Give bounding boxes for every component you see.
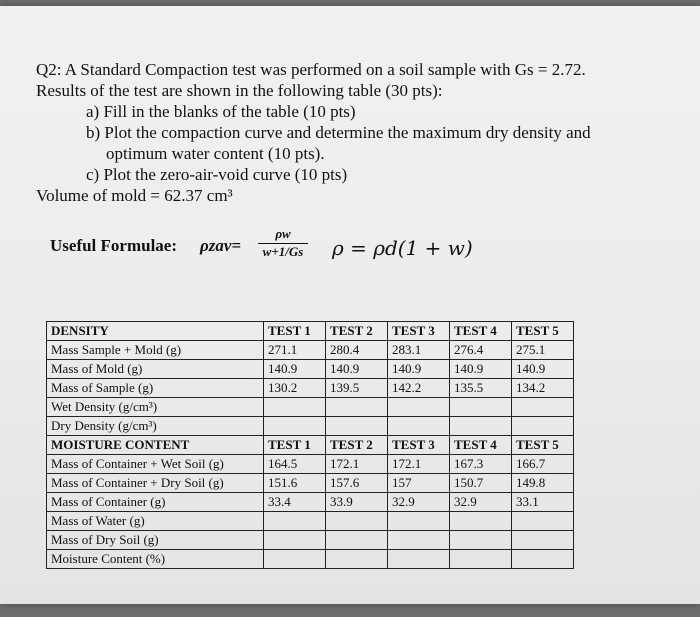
density-row bbox=[47, 379, 574, 398]
table-cell: 134.2 bbox=[512, 379, 574, 398]
table-cell: 157.6 bbox=[326, 474, 388, 493]
table-cell: 151.6 bbox=[264, 474, 326, 493]
row-label: Mass of Mold (g) bbox=[47, 360, 264, 379]
zav-formula-fraction bbox=[258, 226, 308, 260]
table-cell: 140.9 bbox=[512, 360, 574, 379]
row-label: Mass Sample + Mold (g) bbox=[47, 341, 264, 360]
zav-denominator: w+1/Gs bbox=[262, 244, 304, 259]
table-cell: TEST 5 bbox=[512, 322, 574, 341]
part-a: a) Fill in the blanks of the table (10 pts) bbox=[86, 102, 356, 121]
table-cell bbox=[450, 398, 512, 417]
density-formula: ρ = ρd(1 + w) bbox=[332, 236, 473, 260]
row-label: Mass of Sample (g) bbox=[47, 379, 264, 398]
table-cell bbox=[388, 398, 450, 417]
moisture-row bbox=[47, 493, 574, 512]
table-cell: 283.1 bbox=[388, 341, 450, 360]
row-label: Mass of Container + Wet Soil (g) bbox=[47, 455, 264, 474]
table-cell: 276.4 bbox=[450, 341, 512, 360]
table-cell: 140.9 bbox=[388, 360, 450, 379]
table-cell bbox=[388, 512, 450, 531]
part-c: c) Plot the zero-air-void curve (10 pts) bbox=[86, 165, 348, 184]
density-row bbox=[47, 417, 574, 436]
row-label: Mass of Container (g) bbox=[47, 493, 264, 512]
table-cell: 139.5 bbox=[326, 379, 388, 398]
row-label: Moisture Content (%) bbox=[47, 550, 264, 569]
mold-volume: Volume of mold = 62.37 cm³ bbox=[36, 186, 233, 205]
table-cell: 166.7 bbox=[512, 455, 574, 474]
table-cell bbox=[450, 531, 512, 550]
part-b-line-1: b) Plot the compaction curve and determine the maximum dry density and bbox=[86, 123, 591, 142]
table-cell: 149.8 bbox=[512, 474, 574, 493]
table-cell: TEST 4 bbox=[450, 322, 512, 341]
table-cell: 150.7 bbox=[450, 474, 512, 493]
moisture-row bbox=[47, 455, 574, 474]
row-label: Mass of Water (g) bbox=[47, 512, 264, 531]
question-text bbox=[36, 59, 676, 206]
table-cell bbox=[512, 417, 574, 436]
table-cell: 280.4 bbox=[326, 341, 388, 360]
table-cell: 33.4 bbox=[264, 493, 326, 512]
density-header-row bbox=[47, 322, 574, 341]
question-intro: Q2: A Standard Compaction test was performed on a soil sample with Gs = 2.72. bbox=[36, 60, 586, 79]
table-cell: 140.9 bbox=[264, 360, 326, 379]
table-cell bbox=[264, 417, 326, 436]
table-cell: 172.1 bbox=[326, 455, 388, 474]
row-label: MOISTURE CONTENT bbox=[47, 436, 264, 455]
table-cell bbox=[326, 417, 388, 436]
table-cell bbox=[512, 531, 574, 550]
table-cell: TEST 4 bbox=[450, 436, 512, 455]
table-cell: 33.1 bbox=[512, 493, 574, 512]
row-label: Dry Density (g/cm³) bbox=[47, 417, 264, 436]
table-cell: 172.1 bbox=[388, 455, 450, 474]
row-label: Wet Density (g/cm³) bbox=[47, 398, 264, 417]
table-cell bbox=[264, 398, 326, 417]
density-row bbox=[47, 341, 574, 360]
useful-formulae bbox=[50, 228, 570, 278]
formulae-label: Useful Formulae: bbox=[50, 236, 178, 255]
table-cell bbox=[326, 531, 388, 550]
row-label: Mass of Dry Soil (g) bbox=[47, 531, 264, 550]
table-cell: TEST 3 bbox=[388, 322, 450, 341]
table-cell bbox=[388, 550, 450, 569]
table-cell bbox=[450, 550, 512, 569]
table-cell bbox=[512, 512, 574, 531]
density-row bbox=[47, 398, 574, 417]
table-cell: 32.9 bbox=[450, 493, 512, 512]
table-cell: TEST 3 bbox=[388, 436, 450, 455]
table-cell: TEST 2 bbox=[326, 322, 388, 341]
moisture-header-row bbox=[47, 436, 574, 455]
moisture-row bbox=[47, 531, 574, 550]
table-cell bbox=[326, 398, 388, 417]
table-cell bbox=[388, 417, 450, 436]
part-b-line-2: optimum water content (10 pts). bbox=[106, 144, 325, 163]
table-cell bbox=[264, 512, 326, 531]
table-cell: 142.2 bbox=[388, 379, 450, 398]
table-cell: TEST 2 bbox=[326, 436, 388, 455]
zav-formula-lhs: ρzav= bbox=[200, 236, 242, 255]
table-cell bbox=[388, 531, 450, 550]
moisture-row bbox=[47, 512, 574, 531]
table-cell: 140.9 bbox=[326, 360, 388, 379]
density-row bbox=[47, 360, 574, 379]
table-cell bbox=[326, 512, 388, 531]
zav-numerator: ρw bbox=[258, 226, 308, 244]
table-cell: 271.1 bbox=[264, 341, 326, 360]
table-cell bbox=[450, 512, 512, 531]
moisture-row bbox=[47, 474, 574, 493]
table-cell: TEST 5 bbox=[512, 436, 574, 455]
table-cell bbox=[326, 550, 388, 569]
table-cell bbox=[450, 417, 512, 436]
paper-sheet bbox=[0, 6, 700, 604]
table-cell: 33.9 bbox=[326, 493, 388, 512]
table-cell: 32.9 bbox=[388, 493, 450, 512]
table-cell: TEST 1 bbox=[264, 322, 326, 341]
row-label: Mass of Container + Dry Soil (g) bbox=[47, 474, 264, 493]
row-label: DENSITY bbox=[47, 322, 264, 341]
table-cell: 157 bbox=[388, 474, 450, 493]
table-cell bbox=[512, 398, 574, 417]
table-cell bbox=[264, 550, 326, 569]
table-cell: 140.9 bbox=[450, 360, 512, 379]
compaction-results-table bbox=[46, 321, 574, 569]
question-intro-2: Results of the test are shown in the following table (30 pts): bbox=[36, 81, 443, 100]
table-cell: 275.1 bbox=[512, 341, 574, 360]
table-cell: 164.5 bbox=[264, 455, 326, 474]
table-cell: TEST 1 bbox=[264, 436, 326, 455]
table-cell bbox=[264, 531, 326, 550]
table-cell bbox=[512, 550, 574, 569]
table-cell: 135.5 bbox=[450, 379, 512, 398]
moisture-row bbox=[47, 550, 574, 569]
table-cell: 130.2 bbox=[264, 379, 326, 398]
table-cell: 167.3 bbox=[450, 455, 512, 474]
